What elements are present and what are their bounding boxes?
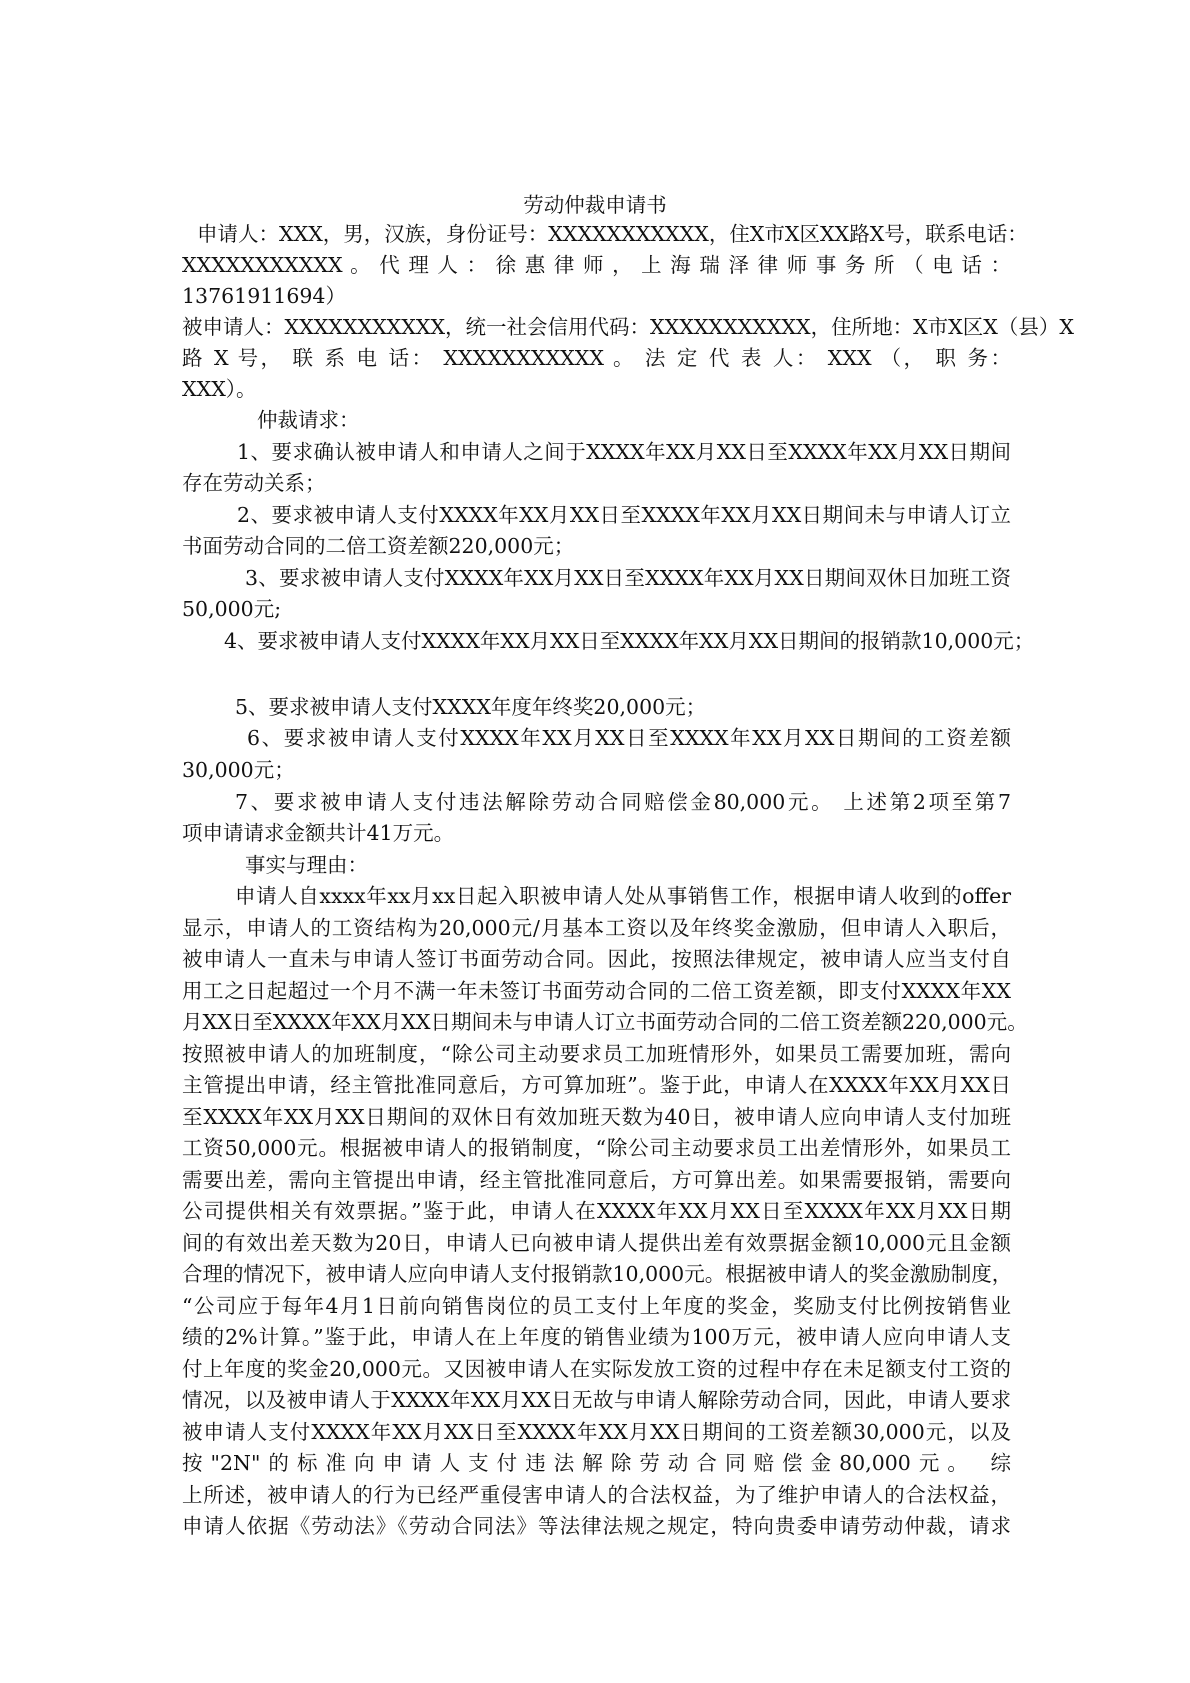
claim-1-line-1: 1、要求确认被申请人和申请人之间于XXXX年XX月XX日至XXXX年XX月XX日期间 [237, 440, 1011, 464]
claim-2-line-1: 2、要求被申请人支付XXXX年XX月XX日至XXXX年XX月XX日期间未与申请人订立 [237, 503, 1011, 527]
facts-line-19: 按"2N"的标准向申请人支付违法解除劳动合同赔偿金80,000元。 综 [182, 1451, 1011, 1475]
facts-line-10: 需要出差，需向主管提出申请，经主管批准同意后，方可算出差。如果需要报销，需要向 [182, 1168, 1011, 1192]
facts-line-13: 合理的情况下，被申请人应向申请人支付报销款10,000元。根据被申请人的奖金激励制度， [182, 1262, 1013, 1286]
facts-line-15: 绩的2%计算。”鉴于此，申请人在上年度的销售业绩为100万元，被申请人应向申请人支 [182, 1325, 1011, 1349]
applicant-line-3: 13761911694） [182, 284, 346, 308]
facts-line-21: 申请人依据《劳动法》《劳动合同法》等法律法规之规定，特向贵委申请劳动仲裁，请求 [182, 1514, 1011, 1538]
facts-line-14: “公司应于每年4月1日前向销售岗位的员工支付上年度的奖金，奖励支付比例按销售业 [182, 1294, 1011, 1318]
facts-line-8: 至XXXX年XX月XX日期间的双休日有效加班天数为40日，被申请人应向申请人支付加班 [182, 1105, 1011, 1129]
claim-1-line-2: 存在劳动关系； [182, 471, 326, 495]
facts-line-16: 付上年度的奖金20,000元。又因被申请人在实际发放工资的过程中存在未足额支付工资的 [182, 1357, 1011, 1381]
facts-line-18: 被申请人支付XXXX年XX月XX日至XXXX年XX月XX日期间的工资差额30,000元，以及 [182, 1420, 1011, 1444]
facts-line-2: 显示，申请人的工资结构为20,000元/月基本工资以及年终奖金激励，但申请人入职后， [182, 916, 1011, 940]
respondent-line-2: 路 X 号， 联 系 电 话： XXXXXXXXXXX 。 法 定 代 表 人： XXX （， 职 务： [182, 346, 1011, 370]
facts-line-3: 被申请人一直未与申请人签订书面劳动合同。因此，按照法律规定，被申请人应当支付自 [182, 947, 1011, 971]
facts-line-6: 按照被申请人的加班制度，“除公司主动要求员工加班情形外，如果员工需要加班，需向 [182, 1042, 1011, 1066]
claim-7-line-1: 7、要求被申请人支付违法解除劳动合同赔偿金80,000元。 上述第2项至第7 [235, 790, 1011, 814]
claim-5-line: 5、要求被申请人支付XXXX年度年终奖20,000元； [235, 695, 707, 719]
claim-3-line-2: 50,000元; [182, 597, 282, 621]
claim-2-line-2: 书面劳动合同的二倍工资差额220,000元； [182, 534, 575, 558]
facts-line-7: 主管提出申请，经主管批准同意后，方可算加班”。鉴于此，申请人在XXXX年XX月XX日 [182, 1073, 1011, 1097]
respondent-line-3: XXX）。 [182, 377, 257, 401]
claim-7-line-2: 项申请请求金额共计41万元。 [182, 821, 455, 845]
respondent-line-1: 被申请人：XXXXXXXXXXX，统一社会信用代码：XXXXXXXXXXX，住所地：X市X区X（县）X [182, 315, 1074, 339]
facts-line-9: 工资50,000元。根据被申请人的报销制度，“除公司主动要求员工出差情形外，如果员工 [182, 1136, 1011, 1160]
facts-line-17: 情况，以及被申请人于XXXX年XX月XX日无故与申请人解除劳动合同，因此，申请人要求 [182, 1388, 1011, 1412]
document-title: 劳动仲裁申请书 [523, 193, 667, 217]
facts-line-20: 上所述，被申请人的行为已经严重侵害申请人的合法权益，为了维护申请人的合法权益， [182, 1483, 1011, 1507]
facts-line-5: 月XX日至XXXX年XX月XX日期间未与申请人订立书面劳动合同的二倍工资差额220,000元。 [182, 1010, 1028, 1034]
applicant-line-1: 申请人：XXX，男，汉族，身份证号：XXXXXXXXXXX，住X市X区XX路X号，联系电话： [197, 222, 1028, 246]
facts-line-4: 用工之日起超过一个月不满一年未签订书面劳动合同的二倍工资差额，即支付XXXX年XX [182, 979, 1011, 1003]
facts-line-1: 申请人自xxxx年xx月xx日起入职被申请人处从事销售工作，根据申请人收到的offer [235, 884, 1011, 908]
claim-4-line: 4、要求被申请人支付XXXX年XX月XX日至XXXX年XX月XX日期间的报销款10,000元； [224, 629, 1035, 653]
facts-heading: 事实与理由： [245, 853, 368, 877]
claim-6-line-1: 6、要求被申请人支付XXXX年XX月XX日至XXXX年XX月XX日期间的工资差额 [247, 726, 1011, 750]
claims-heading: 仲裁请求： [257, 408, 360, 432]
applicant-line-2: XXXXXXXXXXX 。 代 理 人 ： 徐 惠 律 师 ， 上 海 瑞 泽 律 师 事 务 所 （ 电 话 ： [182, 253, 1011, 277]
claim-3-line-1: 3、要求被申请人支付XXXX年XX月XX日至XXXX年XX月XX日期间双休日加班工资 [245, 566, 1011, 590]
claim-6-line-2: 30,000元； [182, 758, 295, 782]
facts-line-11: 公司提供相关有效票据。”鉴于此，申请人在XXXX年XX月XX日至XXXX年XX月XX日期 [182, 1199, 1011, 1223]
facts-line-12: 间的有效出差天数为20日，申请人已向被申请人提供出差有效票据金额10,000元且金额 [182, 1231, 1011, 1255]
